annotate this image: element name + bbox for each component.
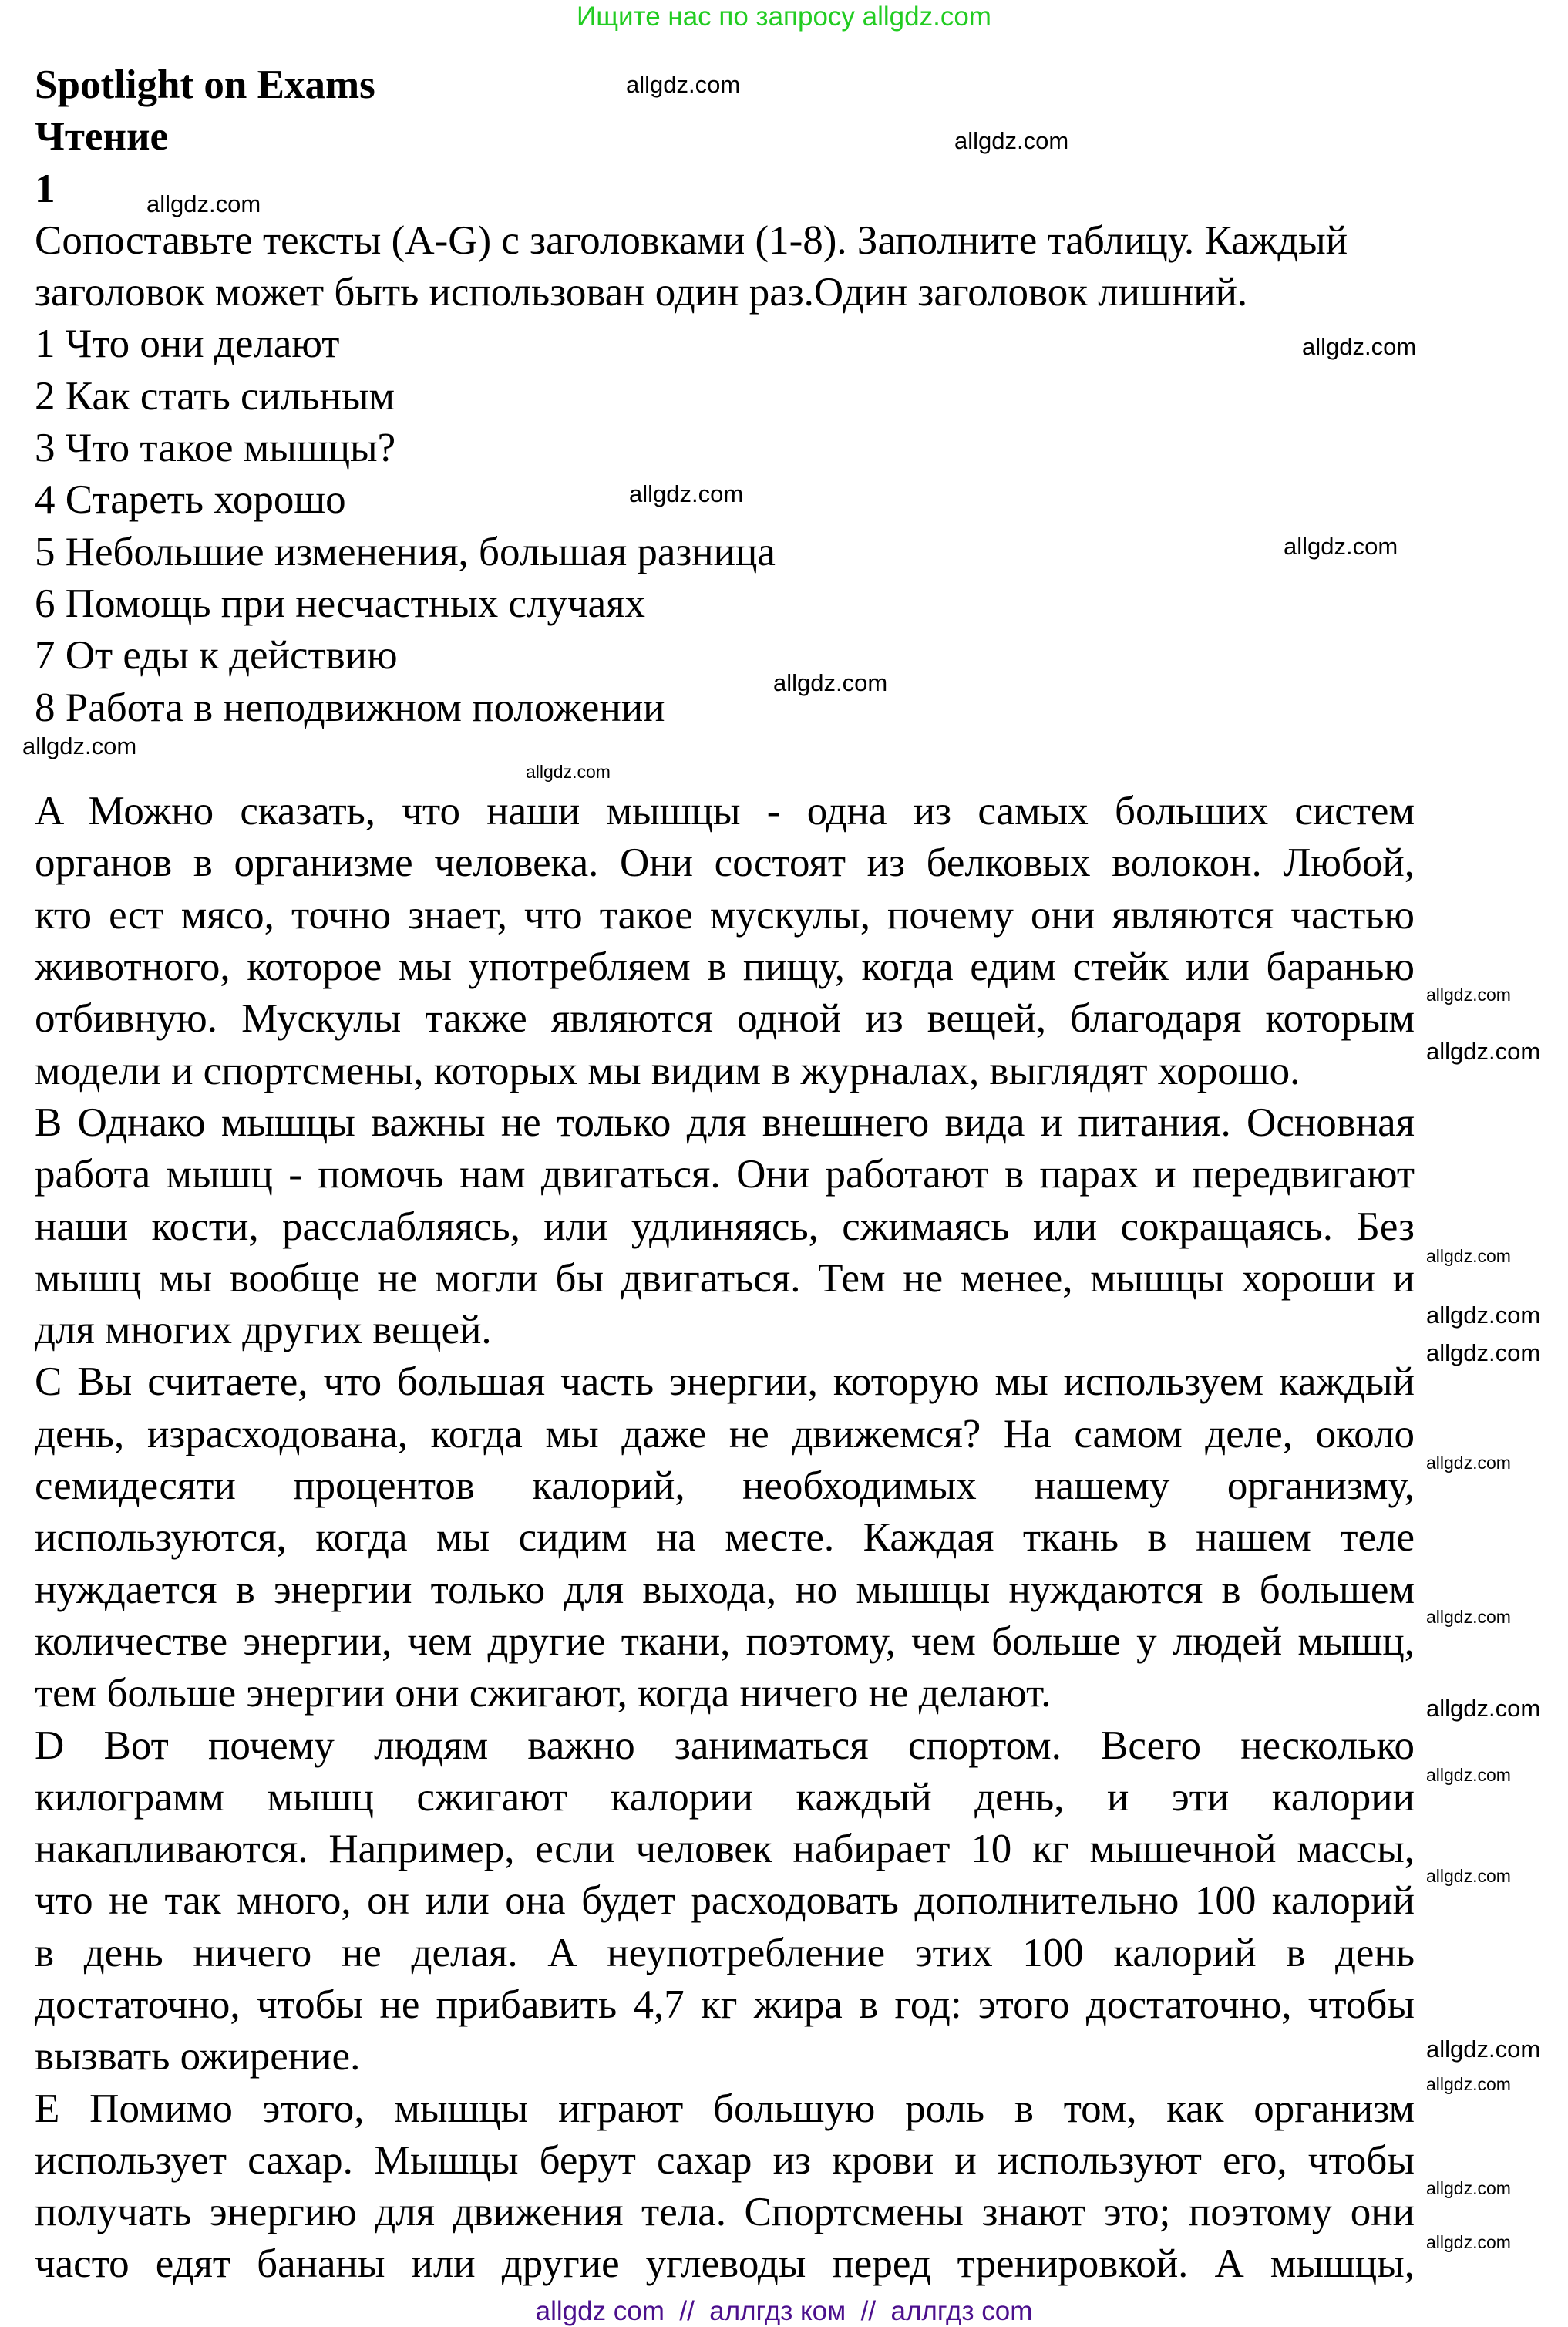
section-title: Чтение <box>35 114 169 160</box>
paragraph-line: животного, которое мы употребляем в пищу, когда едим стейк или баранью <box>35 945 1415 990</box>
watermark: allgdz.com <box>22 732 137 759</box>
paragraph-line: B Однако мышцы важны не только для внешнего вида и питания. Основная <box>35 1100 1415 1145</box>
document-body <box>35 59 1415 2291</box>
watermark: allgdz.com <box>1426 2036 1541 2063</box>
instruction-line: заголовок может быть использован один раз.Один заголовок лишний. <box>35 270 1248 315</box>
watermark: allgdz.com <box>629 480 744 507</box>
heading-item: 8 Работа в неподвижном положении <box>35 685 665 730</box>
paragraph-line: килограмм мышц сжигают калории каждый день, и эти калории <box>35 1774 1415 1820</box>
paragraph-b <box>35 1097 1415 1356</box>
watermark: allgdz.com <box>1426 1765 1511 1785</box>
paragraph-line: отбивную. Мускулы также являются одной из вещей, благодаря которым <box>35 996 1415 1042</box>
paragraph-line: количестве энергии, чем другие ткани, поэтому, чем больше у людей мышц, <box>35 1618 1415 1664</box>
watermark: allgdz.com <box>1426 1607 1511 1627</box>
paragraph-d <box>35 1720 1415 2083</box>
heading-item: 5 Небольшие изменения, большая разница <box>35 529 776 574</box>
instruction-line: Сопоставьте тексты (A-G) с заголовками (1-8). Заполните таблицу. Каждый <box>35 217 1348 263</box>
paragraph-line: тем больше энергии они сжигают, когда ничего не делают. <box>35 1671 1052 1716</box>
paragraph-line: органов в организме человека. Они состоят из белковых волокон. Любой, <box>35 840 1415 886</box>
paragraph-line: наши кости, расслабляясь, или удлиняясь, сжимаясь или сокращаясь. Без <box>35 1204 1415 1249</box>
paragraph-line: день, израсходована, когда мы даже не движемся? На самом деле, около <box>35 1411 1415 1456</box>
watermark: allgdz.com <box>526 762 611 782</box>
watermark: allgdz.com <box>773 669 888 696</box>
heading-item: 3 Что такое мышцы? <box>35 426 396 471</box>
watermark: allgdz.com <box>954 127 1069 154</box>
watermark: allgdz.com <box>1426 1038 1541 1065</box>
paragraph-e <box>35 2083 1415 2291</box>
paragraph-line: модели и спортсмены, которых мы видим в журналах, выглядят хорошо. <box>35 1048 1300 1093</box>
watermark: allgdz.com <box>1426 1866 1511 1886</box>
paragraph-line: D Вот почему людям важно заниматься спортом. Всего несколько <box>35 1723 1415 1768</box>
paragraph-line: E Помимо этого, мышцы играют большую роль в том, как организм <box>35 2086 1415 2131</box>
paragraph-line: накапливаются. Например, если человек набирает 10 кг мышечной массы, <box>35 1827 1415 1872</box>
heading-item: 6 Помощь при несчастных случаях <box>35 581 646 626</box>
paragraph-line: мышц мы вообще не могли бы двигаться. Тем не менее, мышцы хороши и <box>35 1255 1415 1301</box>
paragraph-line: кто ест мясо, точно знает, что такое мускулы, почему они являются частью <box>35 892 1415 938</box>
paragraph-line: C Вы считаете, что большая часть энергии, которую мы используем каждый <box>35 1359 1415 1405</box>
spacer <box>35 734 1415 786</box>
paragraph-line: A Можно сказать, что наши мышцы - одна из самых больших систем <box>35 789 1415 834</box>
paragraph-line: что не так много, он или она будет расходовать дополнительно 100 калорий <box>35 1878 1415 1924</box>
watermark: allgdz.com <box>1426 2232 1511 2252</box>
watermark: allgdz.com <box>146 190 261 217</box>
paragraph-line: часто едят бананы или другие углеводы перед тренировкой. А мышцы, <box>35 2241 1415 2287</box>
watermark: allgdz.com <box>626 71 741 98</box>
heading-item: 1 Что они делают <box>35 322 340 367</box>
paragraph-line: использует сахар. Мышцы берут сахар из крови и используют его, чтобы <box>35 2137 1415 2183</box>
paragraph-line: в день ничего не делая. А неупотребление этих 100 калорий в день <box>35 1930 1415 1975</box>
paragraph-line: работа мышц - помочь нам двигаться. Они работают в парах и передвигают <box>35 1152 1415 1197</box>
top-banner: Ищите нас по запросу allgdz.com <box>577 2 991 32</box>
bottom-banner: allgdz com // аллгдз ком // аллгдз com <box>535 2296 1033 2326</box>
watermark: allgdz.com <box>1426 1302 1541 1329</box>
paragraph-line: нуждается в энергии только для выхода, но мышцы нуждаются в большем <box>35 1567 1415 1612</box>
watermark: allgdz.com <box>1302 333 1417 360</box>
watermark: allgdz.com <box>1426 985 1511 1005</box>
watermark: allgdz.com <box>1426 1453 1511 1473</box>
heading-item: 7 От еды к действию <box>35 633 398 679</box>
heading-item: 4 Стареть хорошо <box>35 477 346 523</box>
task-number: 1 <box>35 166 56 211</box>
paragraph-c <box>35 1356 1415 1719</box>
heading-item: 2 Как стать сильным <box>35 373 395 419</box>
paragraph-line: вызвать ожирение. <box>35 2034 361 2079</box>
watermark: allgdz.com <box>1426 2074 1511 2094</box>
watermark: allgdz.com <box>1426 1339 1541 1366</box>
watermark: allgdz.com <box>1426 2178 1511 2198</box>
document-title: Spotlight on Exams <box>35 62 375 107</box>
watermark: allgdz.com <box>1284 533 1398 560</box>
paragraph-line: используются, когда мы сидим на месте. Каждая ткань в нашем теле <box>35 1515 1415 1561</box>
paragraph-line: достаточно, чтобы не прибавить 4,7 кг жира в год: этого достаточно, чтобы <box>35 1982 1415 2027</box>
watermark: allgdz.com <box>1426 1695 1541 1722</box>
watermark: allgdz.com <box>1426 1246 1511 1266</box>
paragraph-line: для многих других вещей. <box>35 1308 492 1353</box>
paragraph-a <box>35 786 1415 1097</box>
paragraph-line: семидесяти процентов калорий, необходимых нашему организму, <box>35 1463 1415 1509</box>
paragraph-line: получать энергию для движения тела. Спортсмены знают это; поэтому они <box>35 2190 1415 2235</box>
